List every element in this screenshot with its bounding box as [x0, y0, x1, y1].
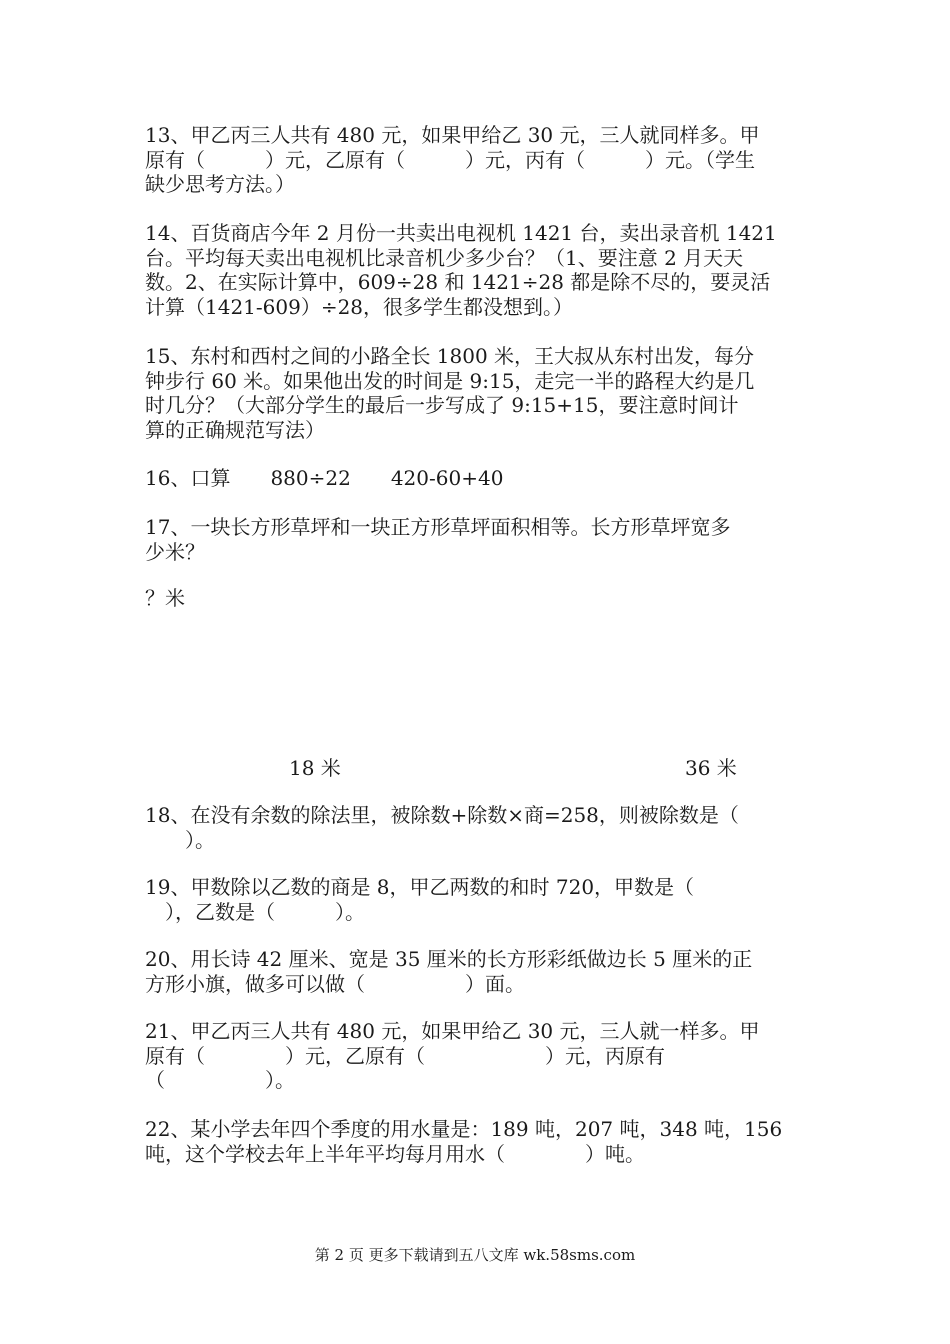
question-14-line-4: 计算（1421-609）÷28，很多学生都没想到。） [145, 294, 574, 319]
question-22-line-1: 22、某小学去年四个季度的用水量是：189 吨，207 吨，348 吨，156 [145, 1117, 783, 1141]
question-21-line-2: 原有（ ）元，乙原有（ ）元，丙原有 [145, 1043, 665, 1068]
question-16 [145, 466, 810, 491]
question-15 [145, 344, 810, 442]
rectangle-length-label: 18 米 [289, 756, 341, 780]
question-15-line-2: 钟步行 60 米。如果他出发的时间是 9:15，走完一半的路程大约是几 [145, 368, 755, 393]
question-15-line-1: 15、东村和西村之间的小路全长 1800 米，王大叔从东村出发，每分 [145, 344, 755, 368]
figure-unknown-width-label [145, 586, 810, 611]
question-22 [145, 1117, 810, 1166]
question-17-line-1: 17、一块长方形草坪和一块正方形草坪面积相等。长方形草坪宽多 [145, 515, 731, 539]
question-20-line-2: 方形小旗，做多可以做（ ）面。 [145, 971, 525, 996]
question-17 [145, 515, 810, 564]
question-17-line-2: 少米？ [145, 539, 205, 564]
square-side-label: 36 米 [685, 756, 737, 780]
unknown-width-text: ？米 [145, 586, 185, 610]
question-13-line-1: 13、甲乙丙三人共有 480 元，如果甲给乙 30 元，三人就同样多。甲 [145, 123, 760, 147]
question-16-line-1: 16、口算 880÷22 420-60+40 [145, 466, 504, 490]
question-19-line-2: ），乙数是（ ）。 [145, 899, 365, 924]
question-14-line-1: 14、百货商店今年 2 月份一共卖出电视机 1421 台，卖出录音机 1421 [145, 221, 777, 245]
question-13-line-3: 缺少思考方法。） [145, 172, 295, 196]
question-15-line-4: 算的正确规范写法） [145, 417, 325, 442]
question-14-line-2: 台。平均每天卖出电视机比录音机少多少台？（1、要注意 2 月天天 [145, 245, 744, 270]
question-13-line-2: 原有（ ）元，乙原有（ ）元，丙有（ ）元。（学生 [145, 147, 755, 172]
question-13 [145, 123, 810, 197]
question-15-line-3: 时几分？（大部分学生的最后一步写成了 9:15+15，要注意时间计 [145, 393, 739, 417]
question-14 [145, 221, 810, 319]
question-18 [145, 803, 810, 852]
question-21-line-1: 21、甲乙丙三人共有 480 元，如果甲给乙 30 元，三人就一样多。甲 [145, 1019, 760, 1043]
question-18-line-2: ）。 [145, 827, 215, 852]
page-footer: 第 2 页 更多下载请到五八文库 wk.58sms.com [314, 1246, 636, 1264]
question-22-line-2: 吨，这个学校去年上半年平均每月用水（ ）吨。 [145, 1141, 645, 1166]
question-20 [145, 947, 810, 996]
question-19 [145, 875, 810, 924]
question-19-line-1: 19、甲数除以乙数的商是 8，甲乙两数的和时 720，甲数是（ [145, 875, 695, 899]
question-21-line-3: （ ）。 [145, 1068, 295, 1092]
question-21 [145, 1019, 810, 1093]
question-20-line-1: 20、用长诗 42 厘米、宽是 35 厘米的长方形彩纸做边长 5 厘米的正 [145, 947, 753, 971]
question-14-line-3: 数。2、在实际计算中，609÷28 和 1421÷28 都是除不尽的，要灵活 [145, 270, 771, 294]
question-18-line-1: 18、在没有余数的除法里，被除数+除数×商=258，则被除数是（ [145, 803, 739, 827]
